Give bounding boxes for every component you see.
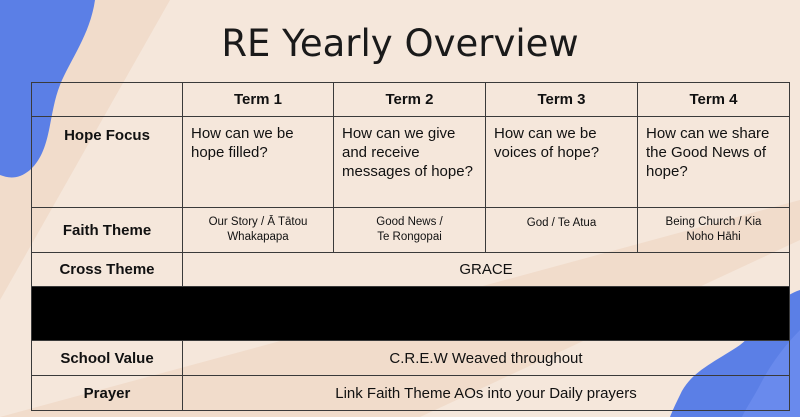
faith-theme-term-4-line-2: Noho Hāhi — [686, 231, 741, 243]
page-title: RE Yearly Overview — [221, 22, 579, 65]
header-term-2: Term 2 — [334, 83, 486, 117]
faith-theme-label: Faith Theme — [32, 208, 183, 253]
school-value-row — [32, 341, 790, 376]
cross-theme-label: Cross Theme — [32, 253, 183, 287]
hope-focus-row — [32, 117, 790, 208]
school-value-value: C.R.E.W Weaved throughout — [183, 341, 790, 376]
redacted-row — [32, 287, 790, 341]
header-term-3: Term 3 — [486, 83, 638, 117]
faith-theme-term-3-line-1: God / Te Atua — [526, 217, 597, 229]
faith-theme-term-1 — [183, 208, 334, 253]
faith-theme-term-1-line-1: Our Story / Ā Tātou — [208, 216, 308, 228]
cross-theme-row — [32, 253, 790, 287]
faith-theme-term-3 — [486, 208, 638, 253]
cross-theme-value: GRACE — [183, 253, 790, 287]
header-term-4: Term 4 — [638, 83, 790, 117]
faith-theme-term-1-line-2: Whakapapa — [227, 231, 289, 243]
hope-focus-term-4: How can we share the Good News of hope? — [638, 117, 790, 208]
prayer-value: Link Faith Theme AOs into your Daily prayers — [183, 376, 790, 411]
hope-focus-term-1: How can we be hope filled? — [183, 117, 334, 208]
school-value-label: School Value — [32, 341, 183, 376]
faith-theme-row — [32, 208, 790, 253]
hope-focus-label: Hope Focus — [32, 117, 183, 208]
redaction-bar — [32, 287, 790, 341]
faith-theme-term-2-line-1: Good News / — [376, 216, 443, 228]
header-term-1: Term 1 — [183, 83, 334, 117]
header-row — [32, 83, 790, 117]
faith-theme-term-4 — [638, 208, 790, 253]
faith-theme-term-2 — [334, 208, 486, 253]
prayer-label: Prayer — [32, 376, 183, 411]
faith-theme-term-2-line-2: Te Rongopai — [377, 231, 442, 243]
prayer-row — [32, 376, 790, 411]
header-corner — [32, 83, 183, 117]
hope-focus-term-3: How can we be voices of hope? — [486, 117, 638, 208]
hope-focus-term-2: How can we give and receive messages of hope? — [334, 117, 486, 208]
overview-table — [31, 82, 790, 411]
faith-theme-term-4-line-1: Being Church / Kia — [665, 216, 762, 228]
